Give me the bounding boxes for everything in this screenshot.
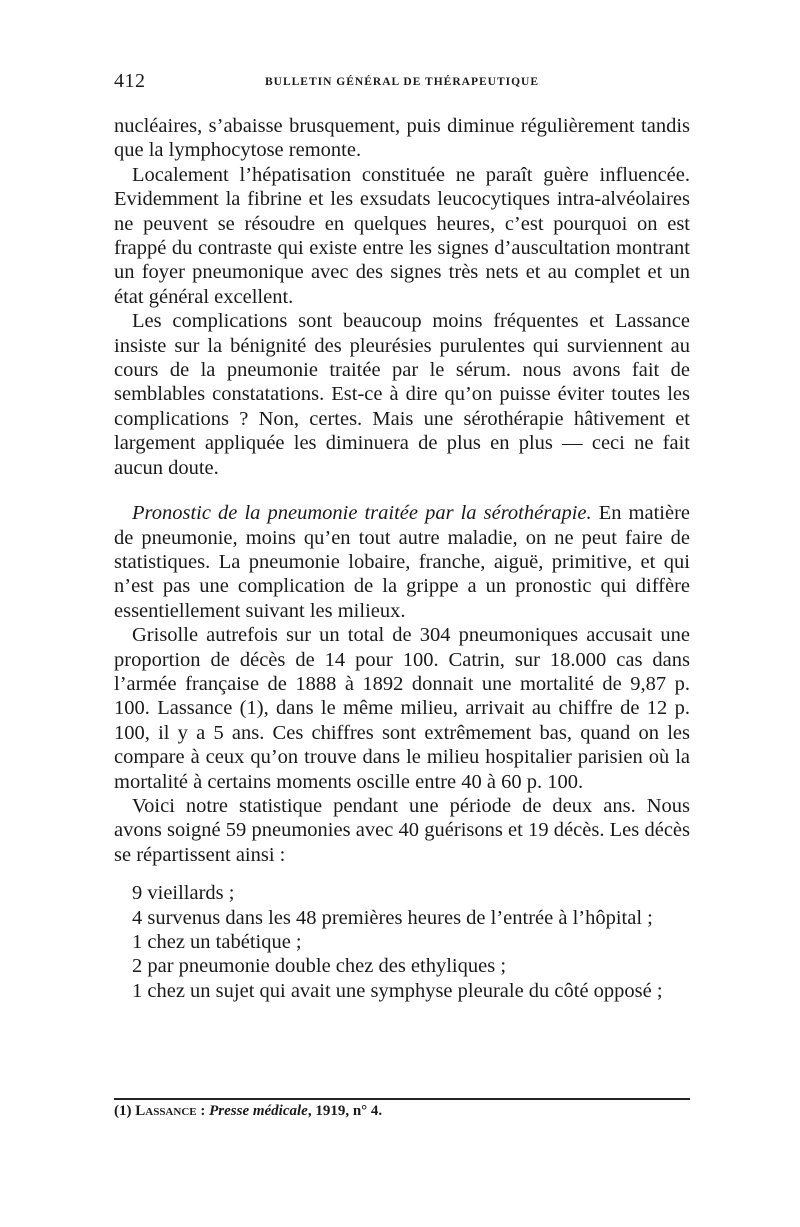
page-header <box>114 70 690 96</box>
footnote <box>114 1103 382 1120</box>
footnote-journal: Presse médicale <box>209 1103 308 1119</box>
list-gap <box>114 867 690 881</box>
paragraph-4-text: En matière de pneumonie, moins qu’en tout autre maladie, on ne peut faire de statistiques. La pneumonie lobaire, franche, aiguë, primitive, et qui n’est pas une complication de la grippe a un pronostic qui diffère essentiellement suivant les milieux. <box>114 502 690 622</box>
footnote-marker: (1) <box>114 1103 132 1119</box>
footnote-author: Lassance <box>135 1103 197 1119</box>
paragraph-1: nucléaires, s’abaisse brusquement, puis diminue régulièrement tandis que la lymphocytose remonte. <box>114 115 690 162</box>
paragraph-5: Grisolle autrefois sur un total de 304 pneumoniques accusait une proportion de décès de 14 pour 100. Catrin, sur 18.000 cas dans l’armée française de 1888 à 1892 donnait une mortalité de 9,87 p. 100. Lassance (1), dans le même milieu, arrivait au chiffre de 12 p. 100, il y a 5 ans. Ces chiffres sont extrêmement bas, quand on les compare à ceux qu’on trouve dans le milieu hospitalier parisien où la mortalité à certains moments oscille entre 40 à 60 p. 100. <box>114 624 690 793</box>
page-number: 412 <box>114 70 146 92</box>
paragraph-gap <box>114 480 690 501</box>
paragraph-3: Les complications sont beaucoup moins fréquentes et Lassance insiste sur la bénignité des pleurésies purulentes qui surviennent au cours de la pneumonie traitée par le sérum. nous avons fait de semblables constatations. Est-ce à dire qu’on puisse éviter toutes les complications ? Non, certes. Mais une sérothérapie hâtivement et largement appliquée les diminuera de plus en plus — ceci ne fait aucun doute. <box>114 310 690 479</box>
footnote-rule <box>114 1098 690 1100</box>
paragraph-4 <box>114 501 690 623</box>
paragraph-6: Voici notre statistique pendant une période de deux ans. Nous avons soigné 59 pneumonies avec 40 guérisons et 19 décès. Les décès se répartissent ainsi : <box>114 794 690 866</box>
list-item: 9 vieillards ; <box>132 882 235 905</box>
running-title: BULLETIN GÉNÉRAL DE THÉRAPEUTIQUE <box>264 76 540 88</box>
footnote-separator: : <box>196 1103 210 1119</box>
list-item: 2 par pneumonie double chez des ethyliques ; <box>132 955 507 978</box>
body-text <box>114 114 690 1003</box>
list-item: 1 chez un sujet qui avait une symphyse pleurale du côté opposé ; <box>132 979 663 1002</box>
deaths-list <box>114 881 690 1003</box>
list-item: 1 chez un tabétique ; <box>132 931 302 953</box>
paragraph-2: Localement l’hépatisation constituée ne paraît guère influencée. Evidemment la fibrine et les exsudats leucocytiques intra-alvéolaires ne peuvent se résoudre en quelques heures, c’est pourquoi on est frappé du contraste qui existe entre les signes d’auscultation montrant un foyer pneumonique avec des signes très nets et au complet et un état général excellent. <box>114 163 690 308</box>
list-item: 4 survenus dans les 48 premières heures de l’entrée à l’hôpital ; <box>132 906 653 929</box>
footnote-details: , 1919, n° 4. <box>307 1103 383 1119</box>
section-title: Pronostic de la pneumonie traitée par la sérothérapie. <box>132 502 592 525</box>
